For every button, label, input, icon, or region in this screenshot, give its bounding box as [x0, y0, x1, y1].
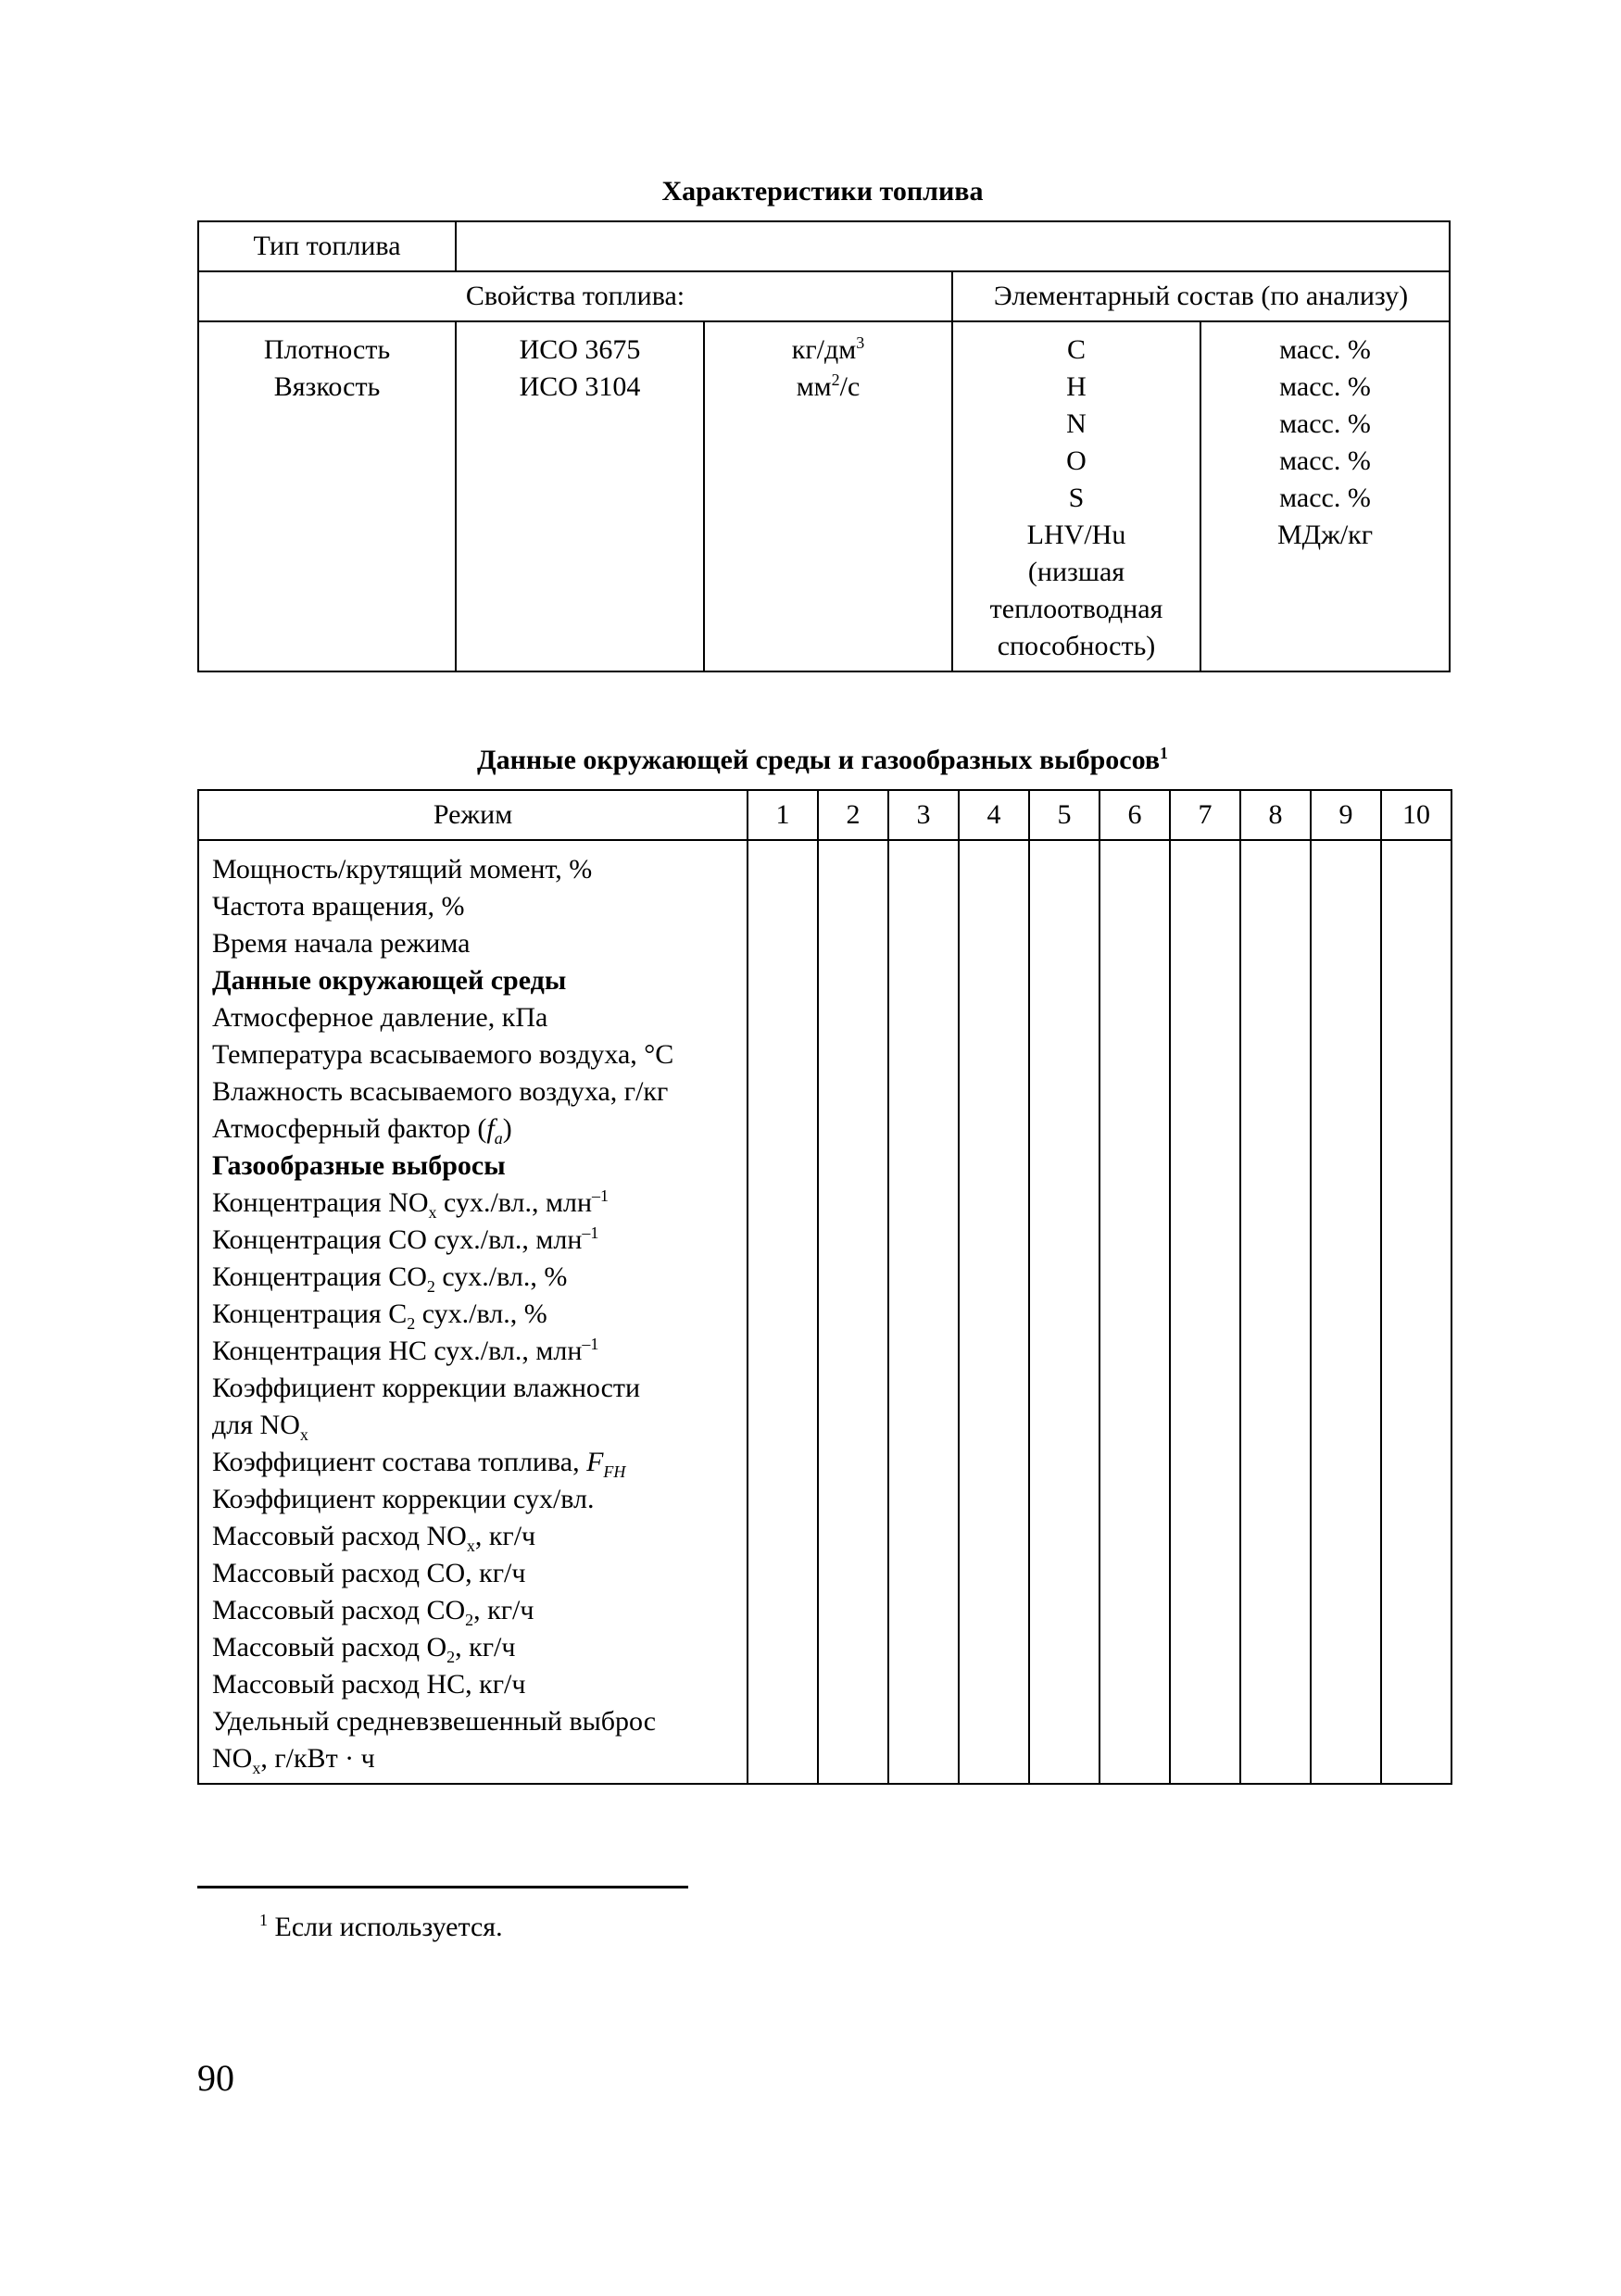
footnote-text: Если используется. [268, 1912, 503, 1942]
fuel-composition-header: Элементарный состав (по анализу) [952, 271, 1450, 321]
element: LHV/Hu [1026, 520, 1126, 550]
mode-data-cell[interactable] [959, 840, 1029, 1784]
element-unit: МДж/кг [1276, 520, 1374, 550]
mode-data-cell[interactable] [748, 840, 818, 1784]
parameter-row: Концентрация HC сух./вл., млн$^{-1}$ [212, 1335, 599, 1366]
mode-column-header: 4 [959, 790, 1029, 840]
parameter-row: Газообразные выбросы [212, 1150, 506, 1181]
parameter-row: Концентрация CO сух./вл., млн$^{-1}$ [212, 1223, 599, 1255]
footnote-rule [197, 1886, 688, 1888]
parameter-row: Коэффициент коррекции влажности [212, 1373, 641, 1403]
mode-data-cell[interactable] [888, 840, 959, 1784]
property-unit: $кг/дм^3$ [791, 333, 865, 365]
parameter-list-cell [198, 840, 748, 1784]
mode-data-cell[interactable] [1311, 840, 1381, 1784]
footnote-mark: 1 [259, 1911, 268, 1929]
data-body-row [198, 840, 1451, 1784]
fuel-properties-header: Свойства топлива: [198, 271, 952, 321]
parameter-row: Данные окружающей среды [212, 965, 567, 996]
mode-data-cell[interactable] [1381, 840, 1451, 1784]
fuel-property-units [704, 321, 952, 671]
element: C [1066, 334, 1086, 365]
parameter-row: Время начала режима [212, 928, 471, 959]
fuel-type-label: Тип топлива [253, 231, 401, 261]
emissions-table [197, 789, 1452, 1785]
emissions-table-title: Данные окружающей среды и газообразных выбросов$^1$ [476, 744, 1169, 775]
mode-header-row [198, 790, 1451, 840]
parameter-row: Коэффициент состава топлива, $F_{FH}$ [212, 1447, 626, 1481]
mode-column-header: 5 [1029, 790, 1100, 840]
parameter-row: Концентрация $C_2$ сух./вл., % [212, 1299, 547, 1333]
element: S [1068, 483, 1085, 513]
parameter-row: Массовый расход HC, кг/ч [212, 1669, 526, 1700]
element: H [1066, 371, 1087, 402]
parameter-row: Влажность всасываемого воздуха, г/кг [212, 1076, 669, 1107]
property-name: Плотность [263, 334, 391, 365]
parameter-row: Массовый расход $NO_x$, кг/ч [212, 1521, 536, 1555]
mode-data-cell[interactable] [1240, 840, 1311, 1784]
element: N [1066, 408, 1087, 439]
property-name: Вязкость [273, 371, 381, 402]
mode-column-header: 2 [818, 790, 888, 840]
mode-column-header: 3 [888, 790, 959, 840]
parameter-row: Массовый расход $CO_2$, кг/ч [212, 1595, 534, 1629]
fuel-table [197, 220, 1451, 672]
footnote [259, 1912, 503, 1943]
property-standard: ИСО 3104 [519, 371, 641, 402]
parameter-row: Концентрация $CO_2$ сух./вл., % [212, 1261, 568, 1296]
fuel-property-standards [456, 321, 704, 671]
mode-column-header: 10 [1381, 790, 1451, 840]
element: O [1066, 445, 1087, 476]
footnote-mark: 1 [1160, 744, 1169, 762]
mode-column-header: 1 [748, 790, 818, 840]
mode-column-header: 8 [1240, 790, 1311, 840]
mode-label: Режим [198, 790, 748, 840]
element: способность) [997, 631, 1156, 661]
element-unit: масс. % [1279, 334, 1371, 365]
element-unit: масс. % [1279, 371, 1371, 402]
fuel-property-names [198, 321, 456, 671]
mode-data-cell[interactable] [818, 840, 888, 1784]
fuel-type-label-cell [198, 221, 456, 271]
mode-data-cell[interactable] [1029, 840, 1100, 1784]
fuel-element-units [1200, 321, 1450, 671]
property-standard: ИСО 3675 [519, 334, 641, 365]
parameter-row: Частота вращения, % [212, 891, 465, 922]
mode-column-header: 9 [1311, 790, 1381, 840]
mode-column-header: 7 [1170, 790, 1240, 840]
fuel-elements [952, 321, 1200, 671]
parameter-row: Коэффициент коррекции сух/вл. [212, 1484, 595, 1514]
parameter-row: Удельный средневзвешенный выброс [212, 1706, 657, 1737]
parameter-row: Мощность/крутящий момент, % [212, 854, 593, 885]
element: теплоотводная [989, 594, 1163, 624]
parameter-row: Концентрация $NO_x$ сух./вл., млн$^{-1}$ [212, 1186, 609, 1222]
parameter-list [199, 841, 747, 1783]
page-number: 90 [197, 2057, 234, 2099]
parameter-row: Температура всасываемого воздуха, °С [212, 1039, 674, 1070]
parameter-row: $NO_x$, г/кВт · ч [212, 1743, 375, 1777]
fuel-table-title: Характеристики топлива [661, 176, 984, 207]
element: (низшая [1027, 557, 1125, 587]
mode-data-cell[interactable] [1170, 840, 1240, 1784]
parameter-row: Массовый расход CO, кг/ч [212, 1558, 526, 1588]
parameter-row: для $NO_x$ [212, 1410, 308, 1444]
mode-column-header: 6 [1100, 790, 1170, 840]
element-unit: масс. % [1279, 445, 1371, 476]
fuel-type-value-cell [456, 221, 1450, 271]
element-unit: масс. % [1279, 408, 1371, 439]
element-unit: масс. % [1279, 483, 1371, 513]
parameter-row: Атмосферный фактор $(f_a)$ [212, 1113, 512, 1148]
parameter-row: Массовый расход $O_2$, кг/ч [212, 1632, 516, 1666]
property-unit: $мм^2/с$ [796, 370, 861, 402]
mode-data-cell[interactable] [1100, 840, 1170, 1784]
parameter-row: Атмосферное давление, кПа [212, 1002, 548, 1033]
